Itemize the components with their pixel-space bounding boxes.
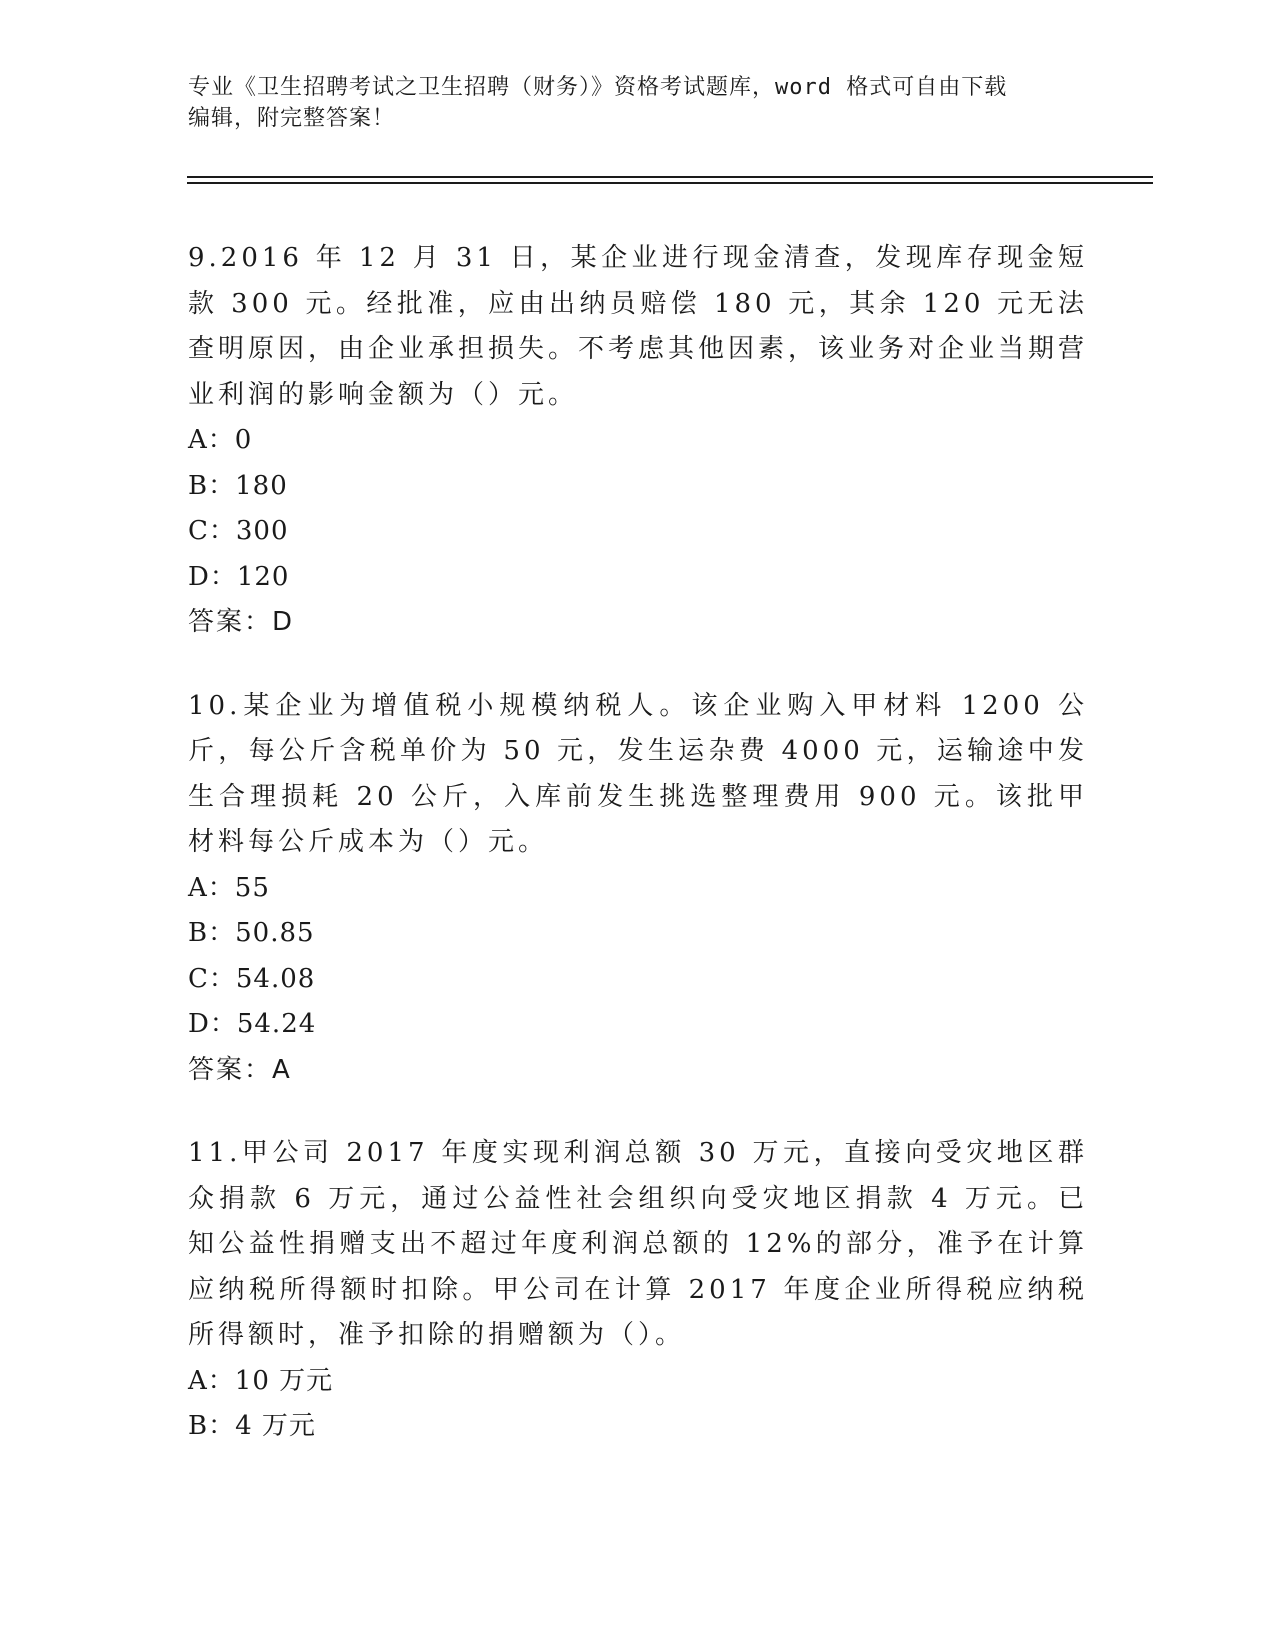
question-stem: 9.2016 年 12 月 31 日，某企业进行现金清查，发现库存现金短款 300 元。经批准，应由出纳员赔偿 180 元，其余 120 元无法查明原因，由企业承担损失。不考虑其他因素，该业务对企业当期营业利润的影响金额为（）元。 [188,243,1089,410]
answer: 答案：A [188,1054,292,1085]
document-header [188,72,1088,134]
question-10 [188,684,1088,1094]
option-c: C：300 [188,516,289,546]
answer: 答案：D [188,607,295,637]
option-b: B：4 万元 [188,1411,316,1441]
option-b: B：50.85 [188,918,315,948]
option-a: A：0 [188,425,253,455]
question-stem: 10.某企业为增值税小规模纳税人。该企业购入甲材料 1200 公斤，每公斤含税单价为 50 元，发生运杂费 4000 元，运输途中发生合理损耗 20 公斤，入库前发生挑选整理费用 900 元。该批甲材料每公斤成本为（）元。 [188,690,1088,857]
option-b: B：180 [188,470,288,501]
question-11 [188,1131,1088,1450]
question-9 [188,236,1088,646]
header-line-2: 编辑，附完整答案！ [188,106,396,131]
option-a: A：10 万元 [188,1365,334,1396]
header-line-1: 专业《卫生招聘考试之卫生招聘（财务）》资格考试题库，word 格式可自由下载 [188,75,1008,100]
header-divider-bottom [187,182,1153,184]
header-divider-top [187,176,1153,178]
option-d: D：120 [188,561,290,592]
option-d: D：54.24 [188,1009,317,1039]
option-c: C：54.08 [188,963,316,994]
question-stem: 11.甲公司 2017 年度实现利润总额 30 万元，直接向受灾地区群众捐款 6 万元，通过公益性社会组织向受灾地区捐款 4 万元。已知公益性捐赠支出不超过年度利润总额的 12%的部分，准予在计算应纳税所得额时扣除。甲公司在计算 2017 年度企业所得税应纳税所得额时，准予扣除的捐赠额为（）。 [188,1138,1088,1350]
question-list [188,236,1088,1488]
option-a: A：55 [188,872,270,903]
